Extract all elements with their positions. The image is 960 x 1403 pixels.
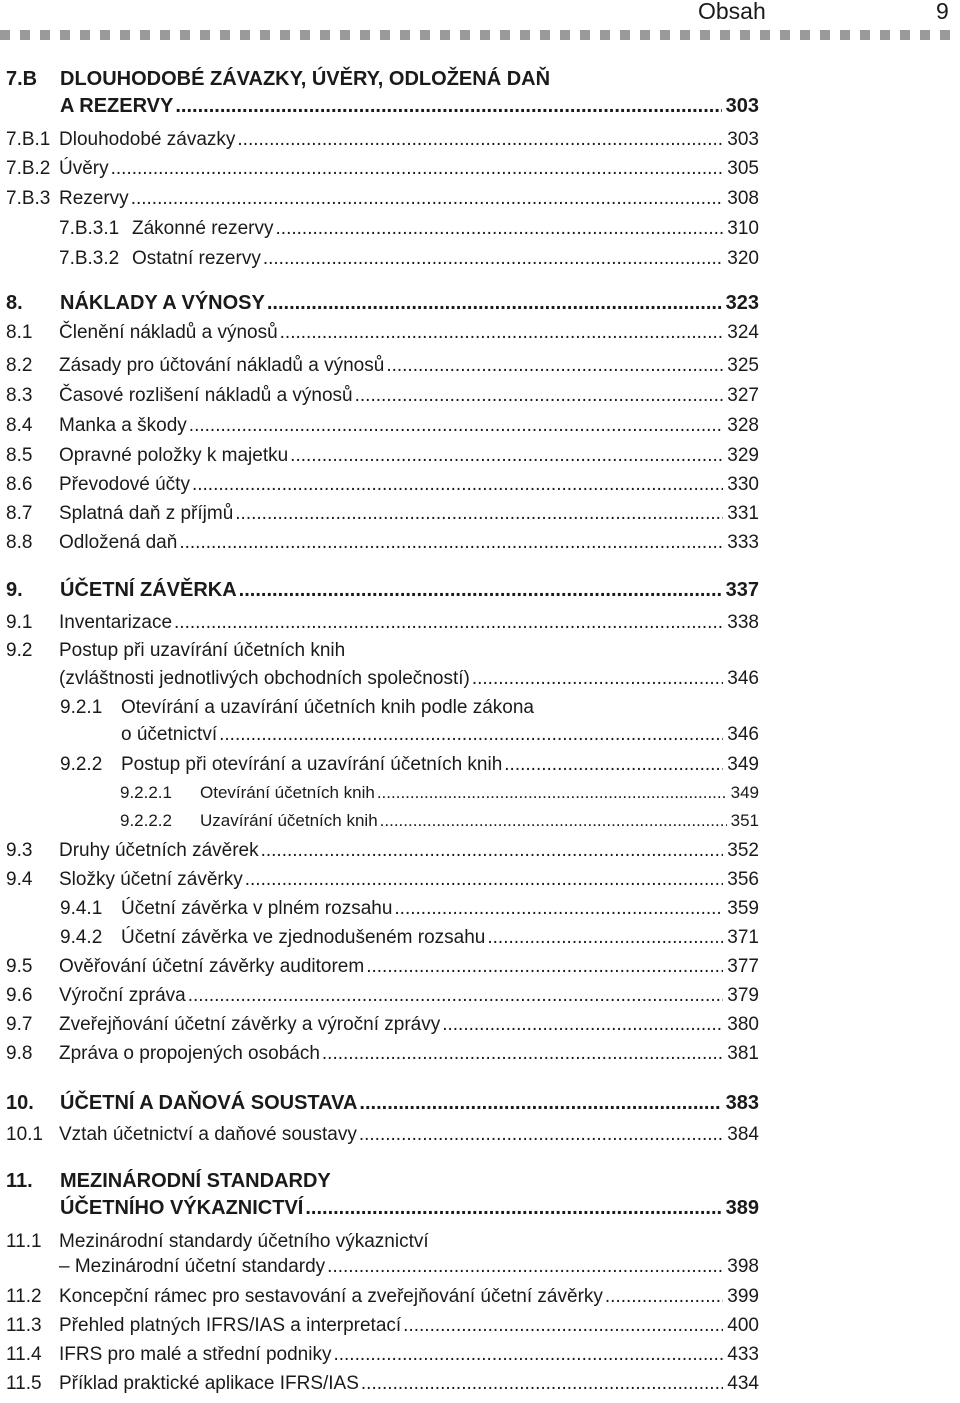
toc-entry-page-number: 351	[730, 811, 759, 830]
toc-entry-number: 7.B.3	[6, 188, 51, 209]
dot-leader	[179, 532, 723, 554]
toc-entry	[0, 927, 960, 957]
toc-entry-number: 7.B.1	[6, 129, 51, 150]
toc-entry-title: (zvláštnosti jednotlivých obchodních společností)	[59, 668, 470, 689]
toc-entry-page-number: 359	[727, 898, 759, 919]
toc-entry	[0, 129, 960, 159]
dot-leader	[377, 783, 727, 803]
toc-entry	[0, 898, 960, 928]
toc-entry	[0, 1043, 960, 1073]
toc-entry	[0, 668, 960, 698]
toc-entry	[0, 188, 960, 218]
toc-entry-title: Manka a škody	[59, 415, 187, 436]
toc-entry-page-number: 383	[725, 1092, 759, 1114]
toc-entry	[0, 697, 960, 727]
toc-entry-title: IFRS pro malé a střední podniky	[59, 1344, 332, 1365]
toc-entry-page-number: 328	[727, 415, 759, 436]
toc-entry-number: 7.B.3.2	[59, 248, 120, 269]
toc-entry-title: Zveřejňování účetní závěrky a výroční zprávy	[59, 1014, 441, 1035]
dot-leader	[380, 811, 727, 831]
dot-leader	[333, 1344, 723, 1366]
running-header-title: Obsah	[698, 0, 766, 24]
toc-entry-number: 11.1	[6, 1231, 42, 1252]
toc-entry	[0, 248, 960, 278]
toc-entry-number: 9.2	[6, 640, 33, 661]
toc-entry	[0, 612, 960, 642]
toc-entry	[0, 445, 960, 475]
toc-entry-number: 9.8	[6, 1043, 33, 1064]
toc-entry-number: 10.1	[6, 1124, 43, 1145]
dot-leader	[267, 292, 722, 315]
toc-entry	[0, 1286, 960, 1316]
toc-entry-page-number: 338	[727, 612, 759, 633]
toc-entry	[0, 474, 960, 504]
dot-leader	[280, 322, 724, 344]
toc-entry-title: ÚČETNÍ A DAŇOVÁ SOUSTAVA	[60, 1092, 358, 1114]
toc-entry-title: Postup při uzavírání účetních knih	[59, 640, 346, 661]
toc-entry-page-number: 384	[727, 1124, 759, 1145]
toc-entry-number: 8.8	[6, 532, 33, 553]
toc-entry-page-number: 323	[725, 292, 759, 314]
toc-entry-title: ÚČETNÍHO VÝKAZNICTVÍ	[60, 1197, 304, 1219]
toc-entry-number: 9.	[6, 579, 23, 601]
toc-entry-number: 7.B.2	[6, 158, 51, 179]
dot-leader	[403, 1315, 723, 1337]
dot-leader	[245, 869, 724, 891]
toc-entry-title: Příklad praktické aplikace IFRS/IAS	[59, 1373, 359, 1394]
toc-entry-page-number: 337	[725, 579, 759, 601]
toc-entry	[0, 158, 960, 188]
toc-entry-title: Ostatní rezervy	[132, 248, 261, 269]
toc-entry	[0, 985, 960, 1015]
toc-entry-number: 9.4.2	[60, 927, 103, 948]
toc-entry	[0, 322, 960, 352]
toc-entry-page-number: 346	[727, 724, 759, 745]
toc-entry-page-number: 349	[727, 754, 759, 775]
toc-entry-page-number: 433	[727, 1344, 759, 1365]
dot-leader	[188, 985, 724, 1007]
toc-entry-page-number: 352	[727, 840, 759, 861]
toc-entry-number: 9.6	[6, 985, 33, 1006]
toc-entry-number: 11.	[6, 1170, 33, 1192]
dot-leader	[189, 415, 724, 437]
toc-entry	[0, 415, 960, 445]
toc-entry	[0, 640, 960, 670]
toc-entry-title: Rezervy	[59, 188, 129, 209]
toc-entry-title: Časové rozlišení nákladů a výnosů	[59, 385, 353, 406]
toc-entry-title: o účetnictví	[121, 724, 218, 745]
toc-entry-page-number: 380	[727, 1014, 759, 1035]
toc-entry-page-number: 379	[727, 985, 759, 1006]
toc-entry-number: 9.7	[6, 1014, 33, 1035]
toc-entry-title: Mezinárodní standardy účetního výkaznictví	[59, 1231, 429, 1252]
dot-leader	[290, 445, 723, 467]
toc-entry	[0, 754, 960, 784]
toc-entry	[0, 218, 960, 248]
dot-leader	[192, 474, 723, 496]
toc-entry-title: Koncepční rámec pro sestavování a zveřejňování účetní závěrky	[59, 1286, 603, 1307]
toc-chapter-entry	[0, 1092, 960, 1122]
toc-entry-page-number: 389	[725, 1197, 759, 1219]
dot-leader	[237, 129, 723, 151]
toc-entry	[0, 532, 960, 562]
toc-entry-title: Vztah účetnictví a daňové soustavy	[59, 1124, 357, 1145]
dot-leader	[605, 1286, 723, 1308]
toc-entry	[0, 1014, 960, 1044]
dot-leader	[355, 385, 724, 407]
toc-entry-title: Inventarizace	[59, 612, 173, 633]
toc-entry	[0, 1315, 960, 1345]
toc-entry-number: 8.7	[6, 503, 33, 524]
toc-entry	[0, 840, 960, 870]
dot-leader	[174, 612, 723, 634]
toc-entry-page-number: 303	[727, 129, 759, 150]
toc-entry-number: 9.2.2	[60, 754, 103, 775]
toc-entry-page-number: 398	[727, 1256, 759, 1277]
toc-entry-title: Účetní závěrka v plném rozsahu	[121, 898, 393, 919]
toc-entry-page-number: 331	[727, 503, 759, 524]
toc-entry	[0, 869, 960, 899]
toc-entry-page-number: 434	[727, 1373, 759, 1394]
toc-entry	[0, 503, 960, 533]
toc-entry-title: MEZINÁRODNÍ STANDARDY	[60, 1170, 331, 1192]
toc-entry-title: Uzavírání účetních knih	[200, 811, 378, 830]
toc-entry-page-number: 356	[727, 869, 759, 890]
toc-entry-title: Zpráva o propojených osobách	[59, 1043, 320, 1064]
toc-entry	[0, 956, 960, 986]
toc-entry-page-number: 400	[727, 1315, 759, 1336]
toc-entry-title: Výroční zpráva	[59, 985, 186, 1006]
toc-entry-page-number: 325	[727, 355, 759, 376]
dot-leader	[131, 188, 724, 210]
toc-entry-page-number: 303	[725, 95, 759, 117]
toc-chapter-entry	[0, 68, 960, 98]
toc-entry-number: 9.2.1	[60, 697, 103, 718]
toc-entry-title: Postup při otevírání a uzavírání účetních knih	[121, 754, 503, 775]
dot-leader	[276, 218, 724, 240]
toc-entry-title: Otevírání a uzavírání účetních knih podle zákona	[121, 697, 534, 718]
toc-entry-number: 9.1	[6, 612, 33, 633]
toc-entry-number: 7.B.3.1	[59, 218, 120, 239]
toc-chapter-entry	[0, 1170, 960, 1200]
toc-entry-title: Úvěry	[59, 158, 109, 179]
toc-entry	[0, 1344, 960, 1374]
toc-entry-page-number: 330	[727, 474, 759, 495]
dot-leader	[219, 724, 723, 746]
dot-leader	[394, 898, 723, 920]
toc-entry-title: Převodové účty	[59, 474, 190, 495]
toc-entry-page-number: 377	[727, 956, 759, 977]
toc-entry-page-number: 305	[727, 158, 759, 179]
toc-entry-number: 9.2.2.1	[120, 783, 172, 802]
dot-leader	[261, 840, 724, 862]
toc-entry-title: Dlouhodobé závazky	[59, 129, 236, 150]
toc-entry-number: 8.	[6, 292, 23, 314]
toc-entry-title: Přehled platných IFRS/IAS a interpretací	[59, 1315, 402, 1336]
dot-leader	[263, 248, 723, 270]
toc-entry-page-number: 399	[727, 1286, 759, 1307]
toc-entry	[0, 1124, 960, 1154]
dot-leader	[322, 1043, 723, 1065]
toc-entry-number: 9.5	[6, 956, 33, 977]
dot-leader	[442, 1014, 723, 1036]
toc-entry-page-number: 308	[727, 188, 759, 209]
toc-entry-title: Složky účetní závěrky	[59, 869, 243, 890]
toc-entry-number: 10.	[6, 1092, 34, 1114]
toc-chapter-entry	[0, 579, 960, 609]
page-number: 9	[936, 0, 949, 24]
toc-entry-number: 11.3	[6, 1315, 42, 1336]
toc-entry-page-number: 310	[727, 218, 759, 239]
dot-leader	[366, 956, 723, 978]
dot-leader	[361, 1373, 723, 1395]
dot-leader	[359, 1124, 723, 1146]
toc-entry-number: 9.4.1	[60, 898, 103, 919]
dot-leader	[239, 579, 722, 602]
toc-entry-page-number: 349	[730, 783, 759, 802]
dot-leader	[175, 95, 721, 118]
toc-entry-page-number: 327	[727, 385, 759, 406]
dot-leader	[487, 927, 723, 949]
toc-entry-number: 8.4	[6, 415, 33, 436]
toc-chapter-entry	[0, 1197, 960, 1227]
toc-entry-number: 11.5	[6, 1373, 42, 1394]
toc-entry	[0, 1373, 960, 1403]
toc-entry-title: Ověřování účetní závěrky auditorem	[59, 956, 365, 977]
toc-entry-title: Zákonné rezervy	[132, 218, 274, 239]
toc-entry-title: A REZERVY	[60, 95, 174, 117]
dot-leader	[359, 1092, 721, 1115]
toc-entry-title: Členění nákladů a výnosů	[59, 322, 278, 343]
toc-entry-page-number: 320	[727, 248, 759, 269]
toc-entry-title: Účetní závěrka ve zjednodušeném rozsahu	[121, 927, 486, 948]
toc-entry-number: 8.6	[6, 474, 33, 495]
dot-leader	[111, 158, 724, 180]
toc-entry-number: 9.3	[6, 840, 33, 861]
toc-entry-title: Zásady pro účtování nákladů a výnosů	[59, 355, 385, 376]
dot-leader	[386, 355, 723, 377]
dot-leader	[472, 668, 723, 690]
dot-leader	[504, 754, 723, 776]
toc-entry-title: Opravné položky k majetku	[59, 445, 289, 466]
toc-entry-page-number: 371	[727, 927, 759, 948]
toc-entry-title: DLOUHODOBÉ ZÁVAZKY, ÚVĚRY, ODLOŽENÁ DAŇ	[60, 68, 551, 90]
toc-entry-page-number: 333	[727, 532, 759, 553]
toc-chapter-entry	[0, 95, 960, 125]
dot-leader	[235, 503, 723, 525]
toc-entry-number: 7.B	[6, 68, 38, 90]
toc-entry-number: 8.5	[6, 445, 33, 466]
toc-entry-page-number: 329	[727, 445, 759, 466]
toc-entry-page-number: 324	[727, 322, 759, 343]
toc-entry	[0, 355, 960, 385]
toc-entry	[0, 1256, 960, 1286]
toc-entry-number: 11.4	[6, 1344, 42, 1365]
toc-entry-title: Druhy účetních závěrek	[59, 840, 259, 861]
toc-entry-number: 9.2.2.2	[120, 811, 172, 830]
toc-entry-number: 11.2	[6, 1286, 42, 1307]
toc-entry-page-number: 346	[727, 668, 759, 689]
toc-entry-title: Splatná daň z příjmů	[59, 503, 234, 524]
toc-entry-number: 8.3	[6, 385, 33, 406]
toc-entry-title: Odložená daň	[59, 532, 178, 553]
toc-entry-title: Otevírání účetních knih	[200, 783, 375, 802]
toc-entry	[0, 724, 960, 754]
toc-entry	[0, 783, 960, 813]
toc-entry-page-number: 381	[727, 1043, 759, 1064]
toc-entry	[0, 385, 960, 415]
toc-entry-number: 8.1	[6, 322, 33, 343]
toc-entry-title: – Mezinárodní účetní standardy	[59, 1256, 326, 1277]
toc-entry-number: 8.2	[6, 355, 33, 376]
toc-entry-title: ÚČETNÍ ZÁVĚRKA	[60, 579, 237, 601]
dot-leader	[305, 1197, 721, 1220]
toc-entry-number: 9.4	[6, 869, 33, 890]
dot-leader	[327, 1256, 723, 1278]
toc-chapter-entry	[0, 292, 960, 322]
toc-entry-title: NÁKLADY A VÝNOSY	[60, 292, 265, 314]
toc-entry	[0, 811, 960, 841]
